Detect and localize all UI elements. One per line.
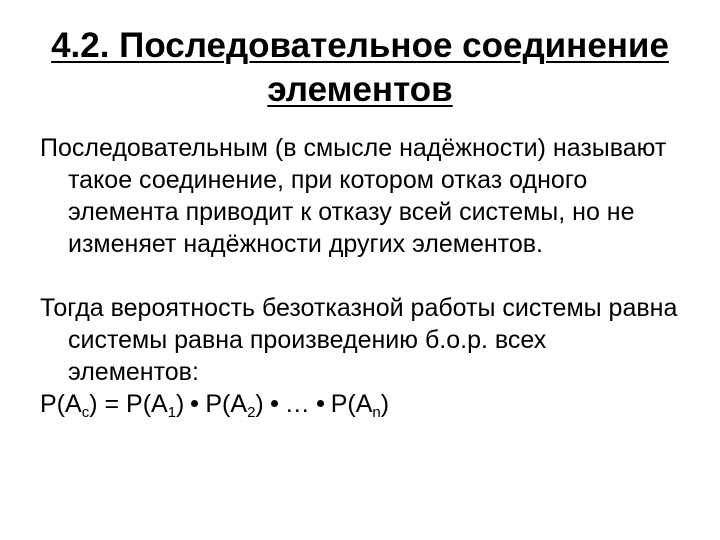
formula-termn-subscript: n (372, 404, 381, 421)
probability-paragraph: Тогда вероятность безотказной работы системы равна системы равна произведению б.о.р. всех элементов: (40, 294, 678, 386)
formula-term1-suffix: ) (176, 390, 185, 418)
formula-term2-suffix: ) (255, 390, 264, 418)
formula-lhs-subscript: c (81, 404, 90, 421)
definition-paragraph: Последовательным (в смысле надёжности) называют такое соединение, при котором отказ одного элемента приводит к отказу всей системы, но не изменяет надёжности других элементов. (40, 134, 667, 258)
formula-ellipsis: … (284, 390, 310, 418)
reliability-formula (40, 388, 680, 420)
formula-termn-suffix: ) (380, 390, 390, 418)
formula-termn-prefix: P(A (330, 390, 373, 418)
paragraph-spacer (40, 260, 680, 292)
formula-term2-subscript: 2 (247, 404, 256, 421)
slide-body (40, 132, 680, 420)
formula-term2-prefix: P(A (205, 390, 248, 418)
formula-lhs-suffix: ) = (89, 390, 127, 418)
multiply-dot-icon (317, 400, 324, 407)
multiply-dot-icon (271, 400, 278, 407)
formula-term1-prefix: P(A (126, 390, 168, 418)
formula-term1-subscript: 1 (167, 404, 177, 421)
formula-lhs-prefix: P(A (40, 390, 82, 418)
slide-title: 4.2. Последовательное соединение элементов (51, 26, 669, 109)
multiply-dot-icon (191, 400, 198, 407)
